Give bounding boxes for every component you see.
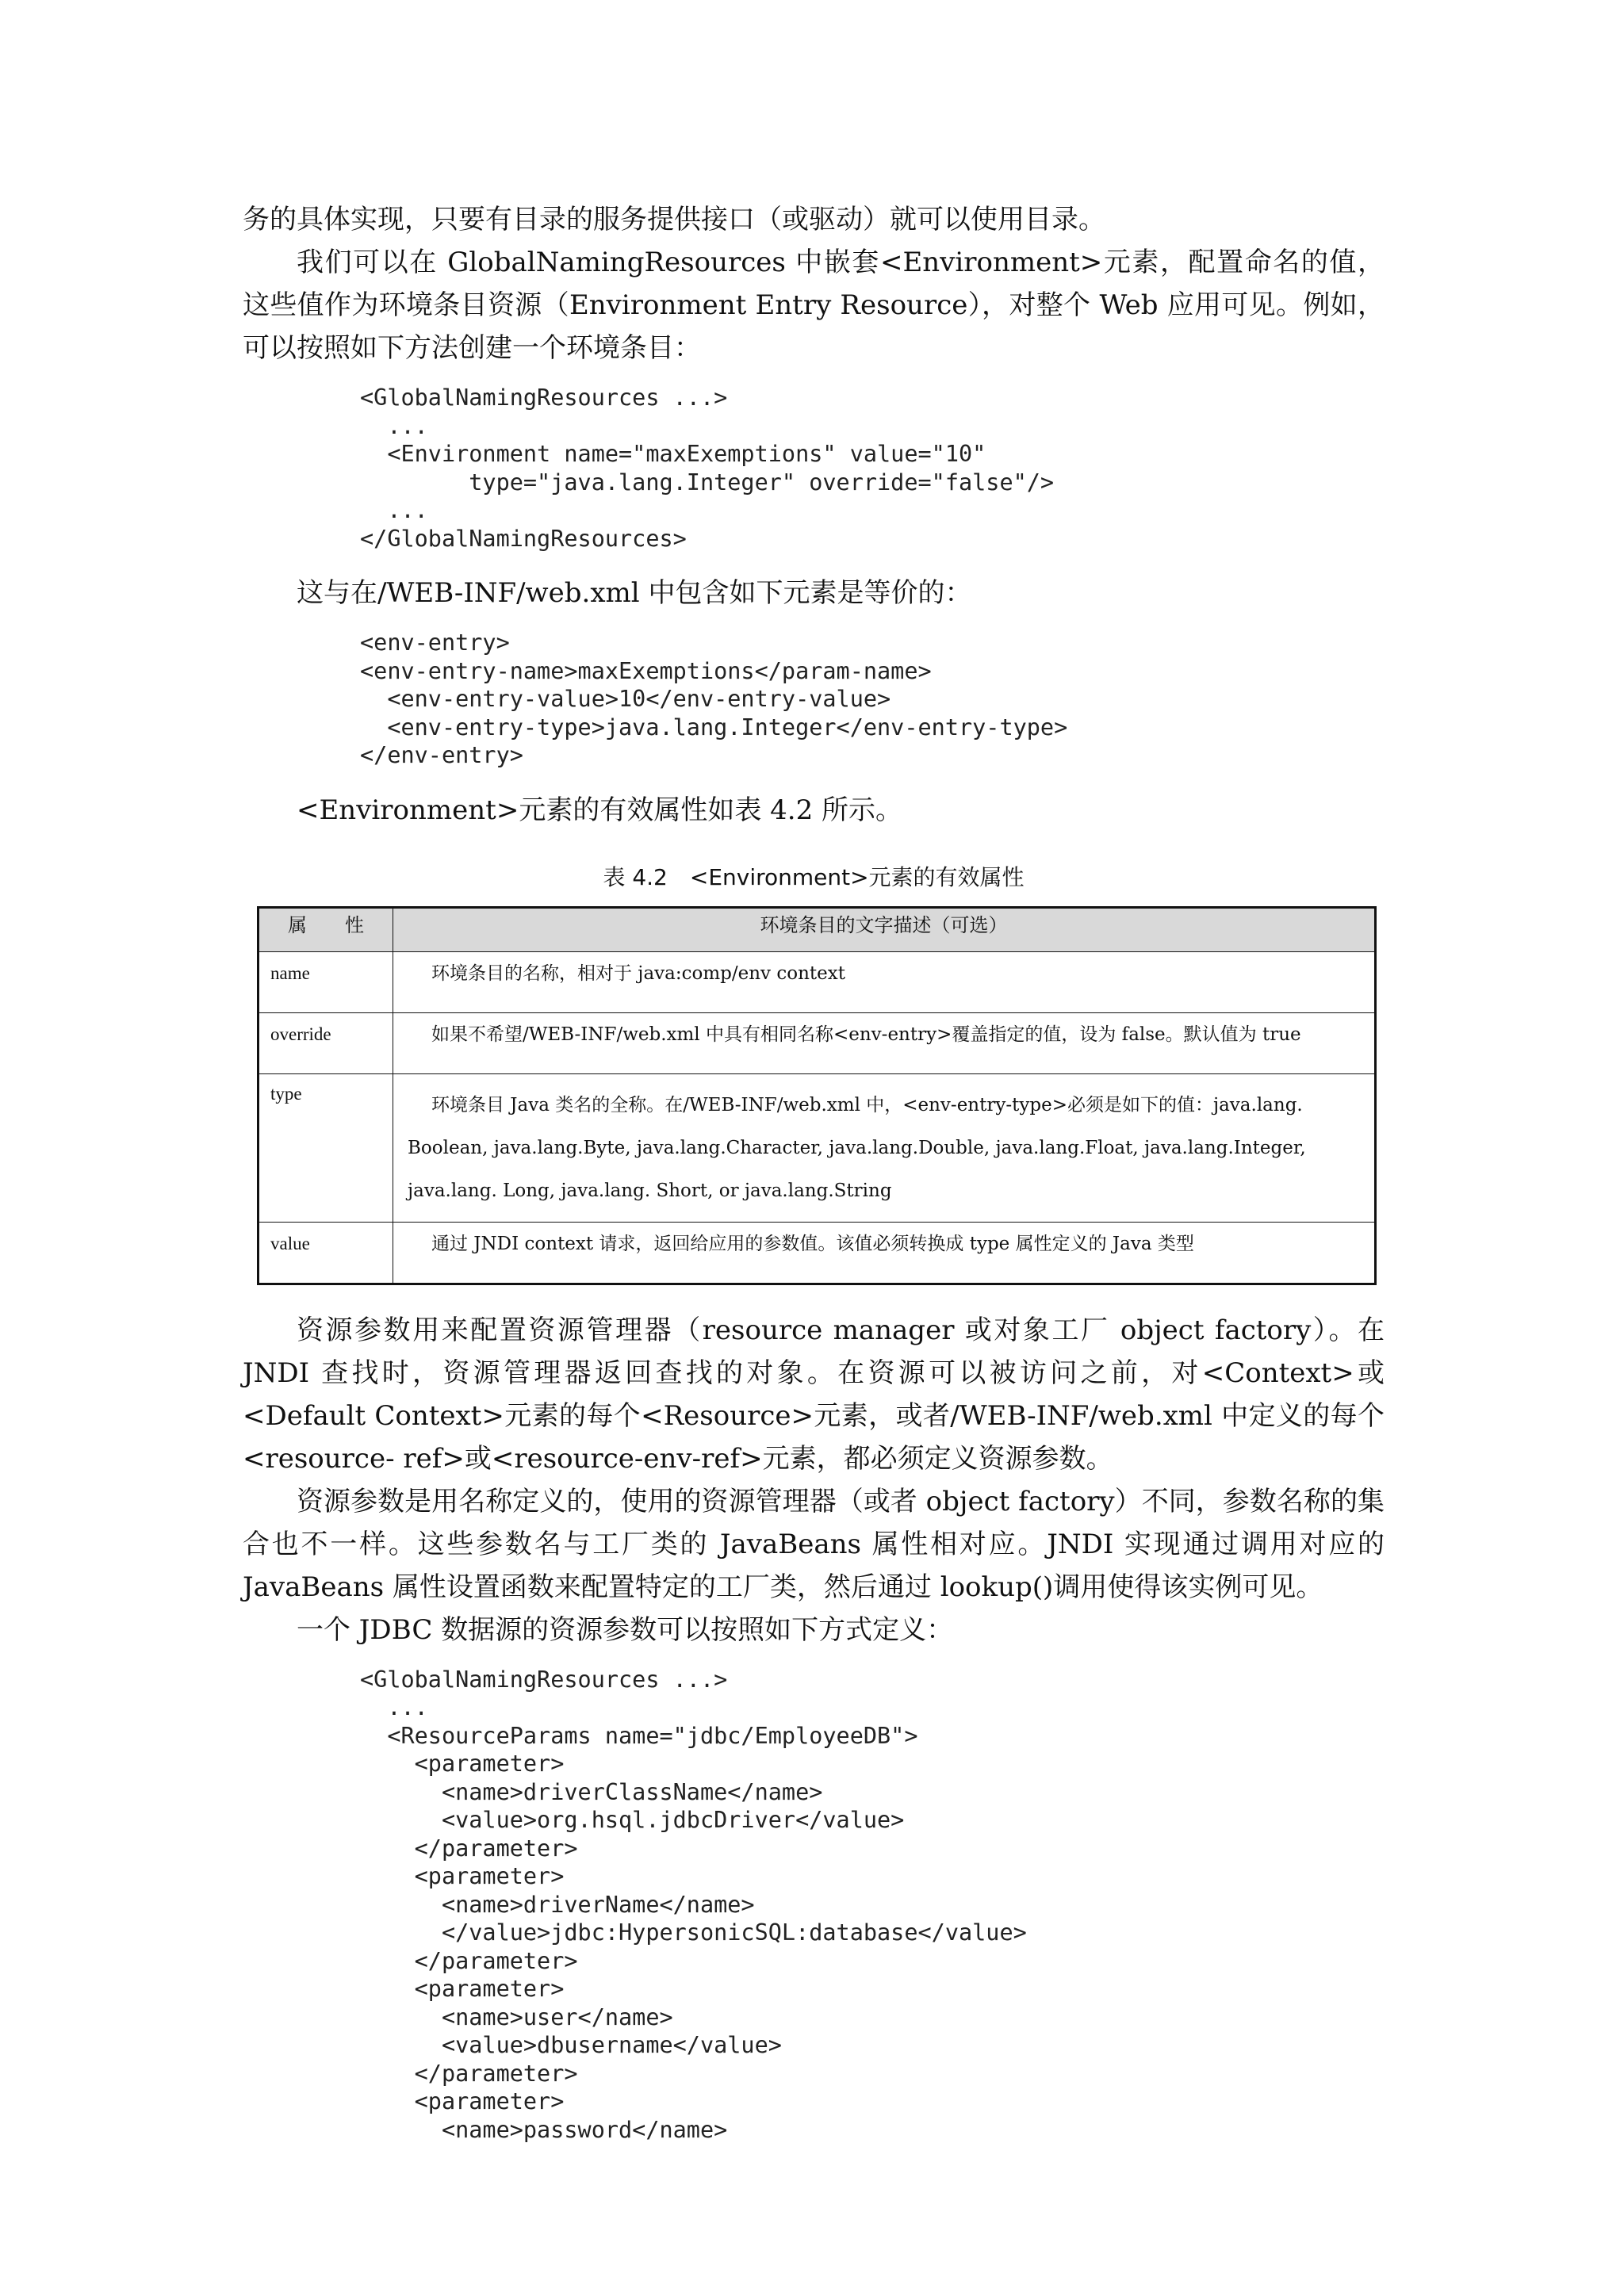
- description-text: 环境条目 Java 类名的全称。在/WEB-INF/web.xml 中，<env-entry-type>必须是如下的值：java.lang. Boolean, java.lang.Byte, java.lang.Character, java.lang.Double, java.lang.Float, java.lang.Integer, java.lang. Long, java.lang. Short, or java.lang.String: [408, 1094, 1306, 1201]
- paragraph: 务的具体实现，只要有目录的服务提供接口（或驱动）就可以使用目录。: [243, 204, 1105, 235]
- attribute-description: [393, 951, 1376, 1012]
- attribute-name: type: [259, 1073, 393, 1222]
- paragraph: 一个 JDBC 数据源的资源参数可以按照如下方式定义：: [297, 1613, 954, 1646]
- table-row: [259, 1222, 1376, 1284]
- table-row: [259, 1012, 1376, 1073]
- attribute-name: name: [259, 951, 393, 1012]
- header-attribute: 属 性: [259, 907, 393, 951]
- attribute-description: [393, 1012, 1376, 1073]
- description-text: 如果不希望/WEB-INF/web.xml 中具有相同名称<env-entry>覆盖指定的值，设为 false。默认值为 true: [431, 1024, 1301, 1045]
- paragraph: 资源参数是用名称定义的，使用的资源管理器（或者 object factory）不同，参数名称的集合也不一样。这些参数名与工厂类的 JavaBeans 属性相对应。JNDI 实现通过调用对应的 JavaBeans 属性设置函数来配置特定的工厂类，然后通过 lookup()调用使得该实例可见。: [243, 1485, 1385, 1603]
- table-caption: 表 4.2 <Environment>元素的有效属性: [603, 863, 1025, 890]
- attribute-name: override: [259, 1012, 393, 1073]
- paragraph: <Environment>元素的有效属性如表 4.2 所示。: [297, 794, 903, 826]
- paragraph: 这与在/WEB-INF/web.xml 中包含如下元素是等价的：: [297, 577, 972, 609]
- attribute-description: [393, 1073, 1376, 1222]
- table-row: [259, 1073, 1376, 1222]
- table-header-row: [259, 907, 1376, 951]
- code-block-resource-params: <GlobalNamingResources ...> ... <ResourceParams name="jdbc/EmployeeDB"> <parameter> <name>driverClassName</name> <value>org.hsql.jdbcDriver</value> </parameter> <parameter> <name>driverName</name> </value>jdbc:HypersonicSQL:database</value> </parameter> <parameter> <name>user</name> <value>dbusername</value> </parameter> <parameter> <name>password</name>: [360, 1666, 1027, 2143]
- environment-attributes-table: [257, 906, 1377, 1285]
- code-block-env-entry: <env-entry> <env-entry-name>maxExemptions</param-name> <env-entry-value>10</env-entry-value> <env-entry-type>java.lang.Integer</env-entry-type> </env-entry>: [360, 629, 1068, 768]
- document-page: [243, 198, 1385, 2163]
- attribute-name: value: [259, 1222, 393, 1284]
- description-text: 环境条目的名称，相对于 java:comp/env context: [431, 962, 845, 984]
- header-description: 环境条目的文字描述（可选）: [393, 907, 1376, 951]
- paragraph: 我们可以在 GlobalNamingResources 中嵌套<Environment>元素，配置命名的值，这些值作为环境条目资源（Environment Entry Resource），对整个 Web 应用可见。例如，可以按照如下方法创建一个环境条目：: [243, 247, 1385, 364]
- paragraph: 资源参数用来配置资源管理器（resource manager 或对象工厂 object factory）。在 JNDI 查找时，资源管理器返回查找的对象。在资源可以被访问之前，对<Context>或<Default Context>元素的每个<Resource>元素，或者/WEB-INF/web.xml 中定义的每个<resource- ref>或<resource-env-ref>元素，都必须定义资源参数。: [243, 1314, 1385, 1475]
- description-text: 通过 JNDI context 请求，返回给应用的参数值。该值必须转换成 type 属性定义的 Java 类型: [431, 1233, 1194, 1254]
- code-block-environment: <GlobalNamingResources ...> ... <Environment name="maxExemptions" value="10" type="java.lang.Integer" override="false"/> ... </GlobalNamingResources>: [360, 385, 1055, 552]
- table-row: [259, 951, 1376, 1012]
- attribute-description: [393, 1222, 1376, 1284]
